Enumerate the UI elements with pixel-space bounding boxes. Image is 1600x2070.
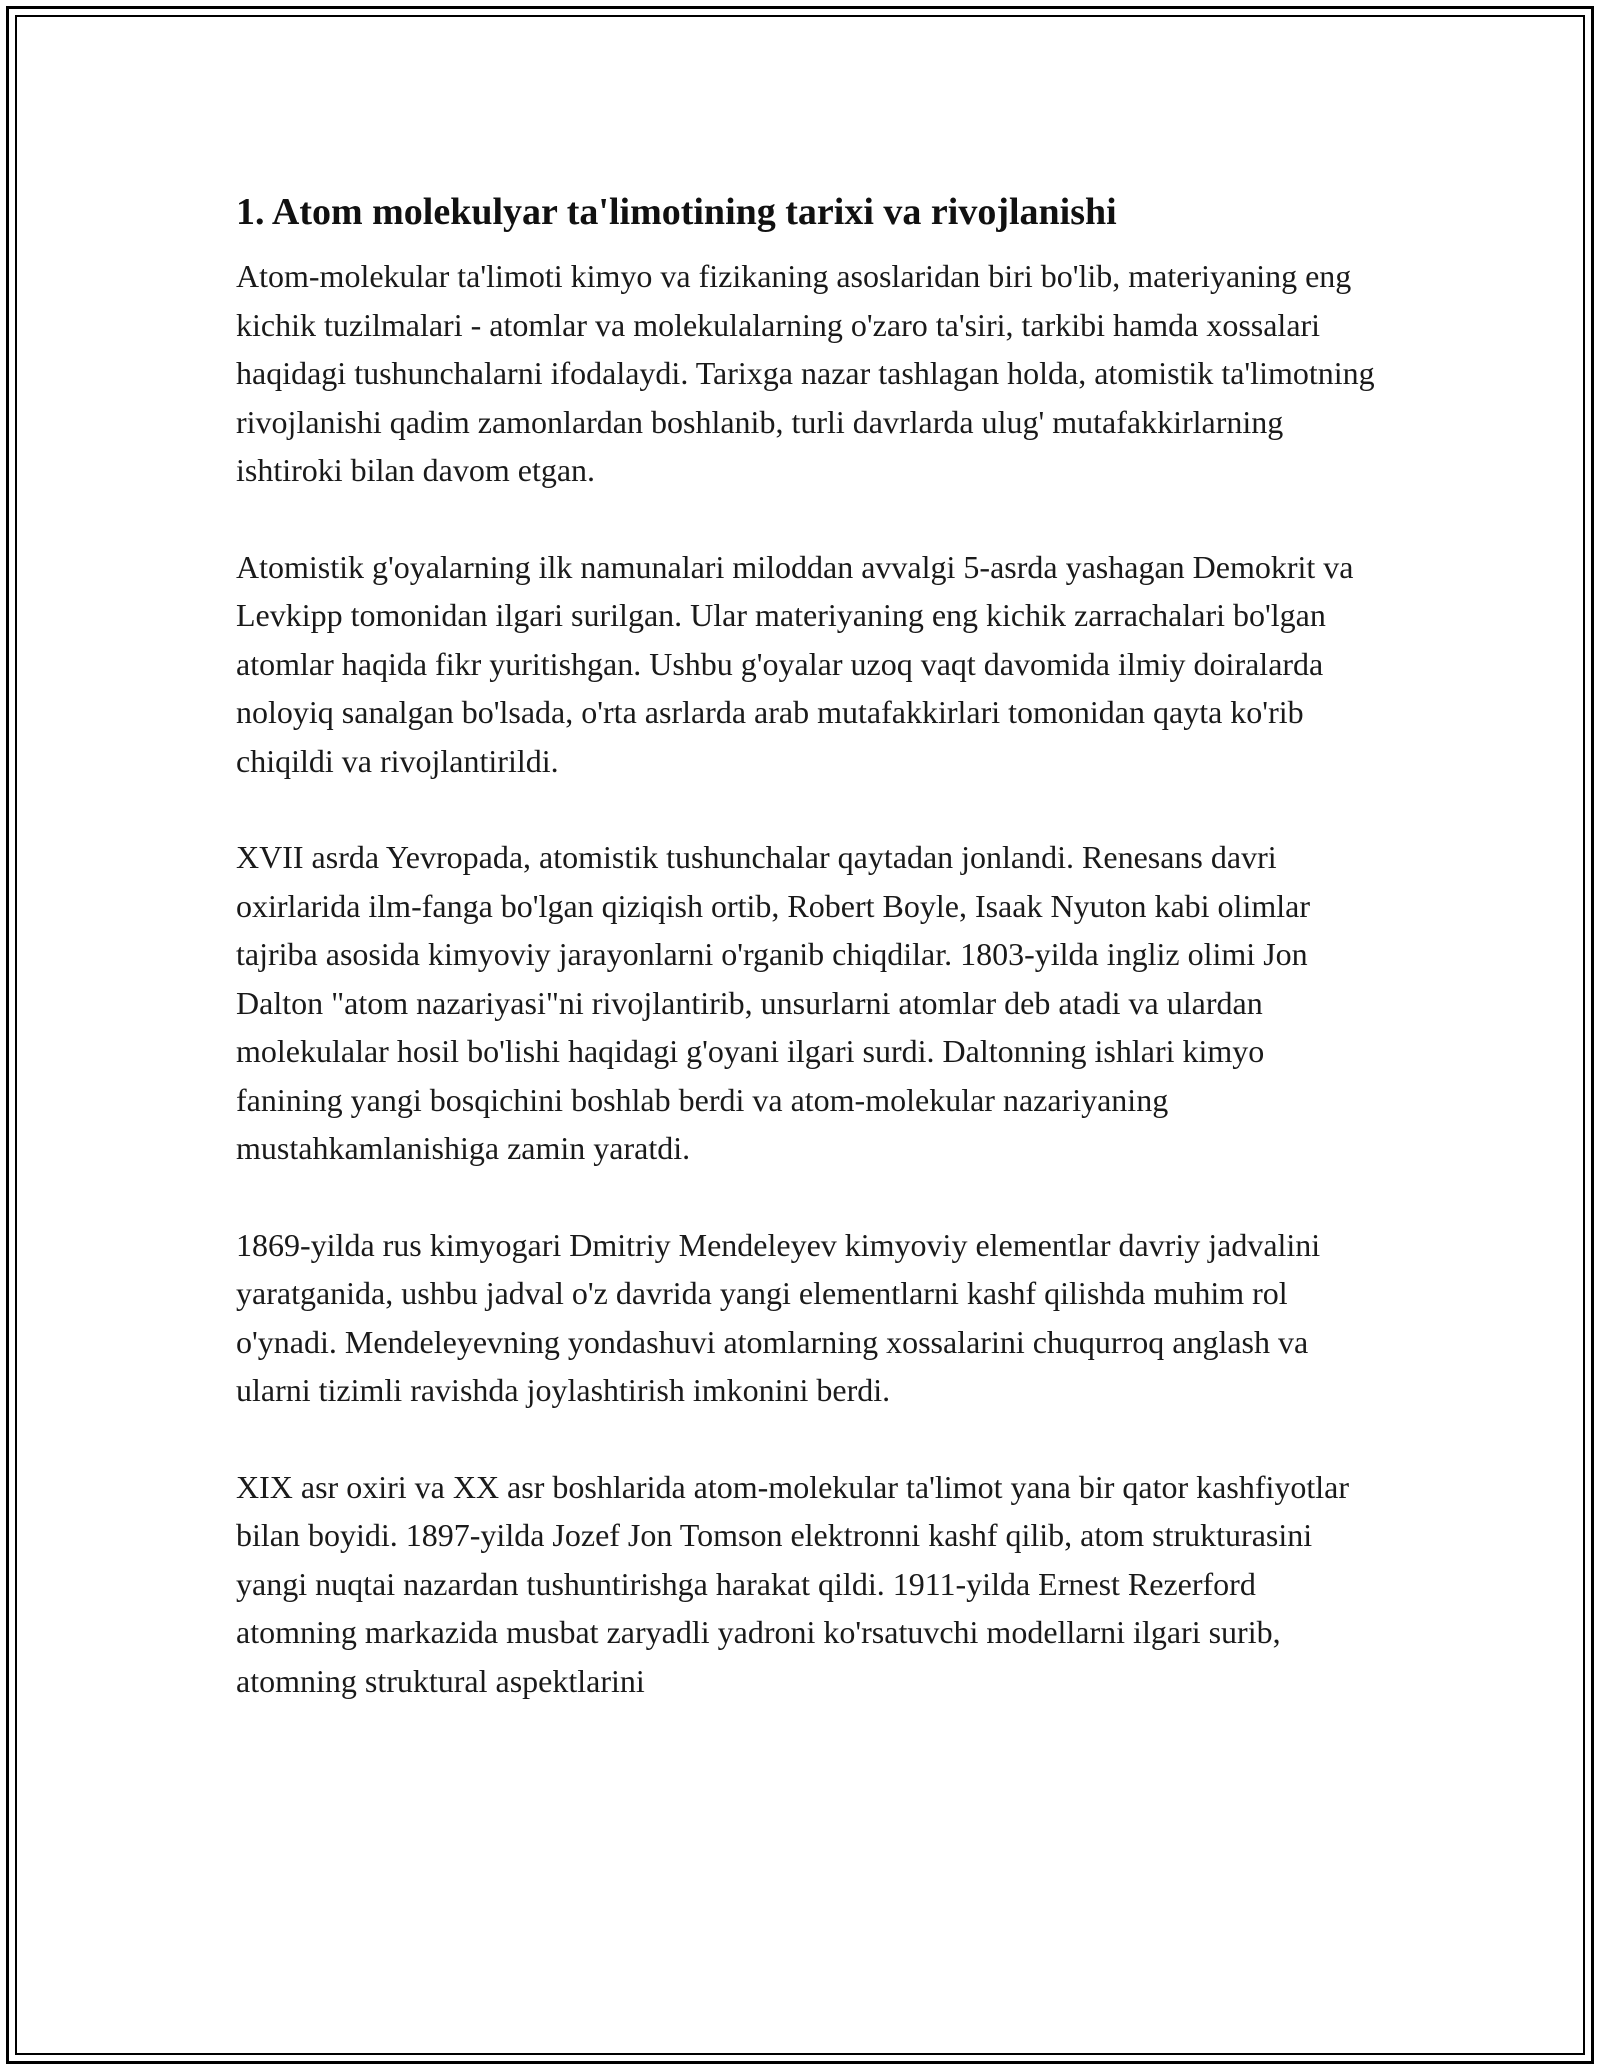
section-heading: 1. Atom molekulyar ta'limotining tarixi va rivojlanishi bbox=[236, 191, 1117, 233]
paragraph-3: XVII asrda Yevropada, atomistik tushunchalar qaytadan jonlandi. Renesans davri oxirlarida ilm-fanga bo'lgan qiziqish ortib, Robert Boyle, Isaak Nyuton kabi olimlar tajriba asosida kimyoviy jarayonlarni o'rganib chiqdilar. 1803-yilda ingliz olimi Jon Dalton "atom nazariyasi"ni rivojlantirib, unsurlarni atomlar deb atadi va ulardan molekulalar hosil bo'lishi haqidagi g'oyani ilgari surdi. Daltonning ishlari kimyo fanining yangi bosqichini boshlab berdi va atom-molekular nazariyaning mustahkamlanishiga zamin yaratdi. bbox=[236, 839, 1310, 1166]
document-body bbox=[236, 186, 1376, 1753]
paragraph-2: Atomistik g'oyalarning ilk namunalari miloddan avvalgi 5-asrda yashagan Demokrit va Levkipp tomonidan ilgari surilgan. Ular materiyaning eng kichik zarrachalari bo'lgan atomlar haqida fikr yuritishgan. Ushbu g'oyalar uzoq vaqt davomida ilmiy doiralarda noloyiq sanalgan bo'lsada, o'rta asrlarda arab mutafakkirlari tomonidan qayta ko'rib chiqildi va rivojlantirildi. bbox=[236, 548, 1354, 779]
paragraph-1: Atom-molekular ta'limoti kimyo va fizikaning asoslaridan biri bo'lib, materiyaning eng kichik tuzilmalari - atomlar va molekulalarning o'zaro ta'siri, tarkibi hamda xossalari haqidagi tushunchalarni ifodalaydi. Tarixga nazar tashlagan holda, atomistik ta'limotning rivojlanishi qadim zamonlardan boshlanib, turli davrlarda ulug' mutafakkirlarning ishtiroki bilan davom etgan. bbox=[236, 258, 1375, 488]
paragraph-4: 1869-yilda rus kimyogari Dmitriy Mendeleyev kimyoviy elementlar davriy jadvalini yaratganida, ushbu jadval o'z davrida yangi elementlarni kashf qilishda muhim rol o'ynadi. Mendeleyevning yondashuvi atomlarning xossalarini chuqurroq anglash va ularni tizimli ravishda joylashtirish imkonini berdi. bbox=[236, 1226, 1321, 1408]
paragraph-5: XIX asr oxiri va XX asr boshlarida atom-molekular ta'limot yana bir qator kashfiyotlar bilan boyidi. 1897-yilda Jozef Jon Tomson elektronni kashf qilib, atom strukturasini yangi nuqtai nazardan tushuntirishga harakat qildi. 1911-yilda Ernest Rezerford atomning markazida musbat zaryadli yadroni ko'rsatuvchi modellarni ilgari surib, atomning struktural aspektlarini bbox=[236, 1468, 1349, 1699]
